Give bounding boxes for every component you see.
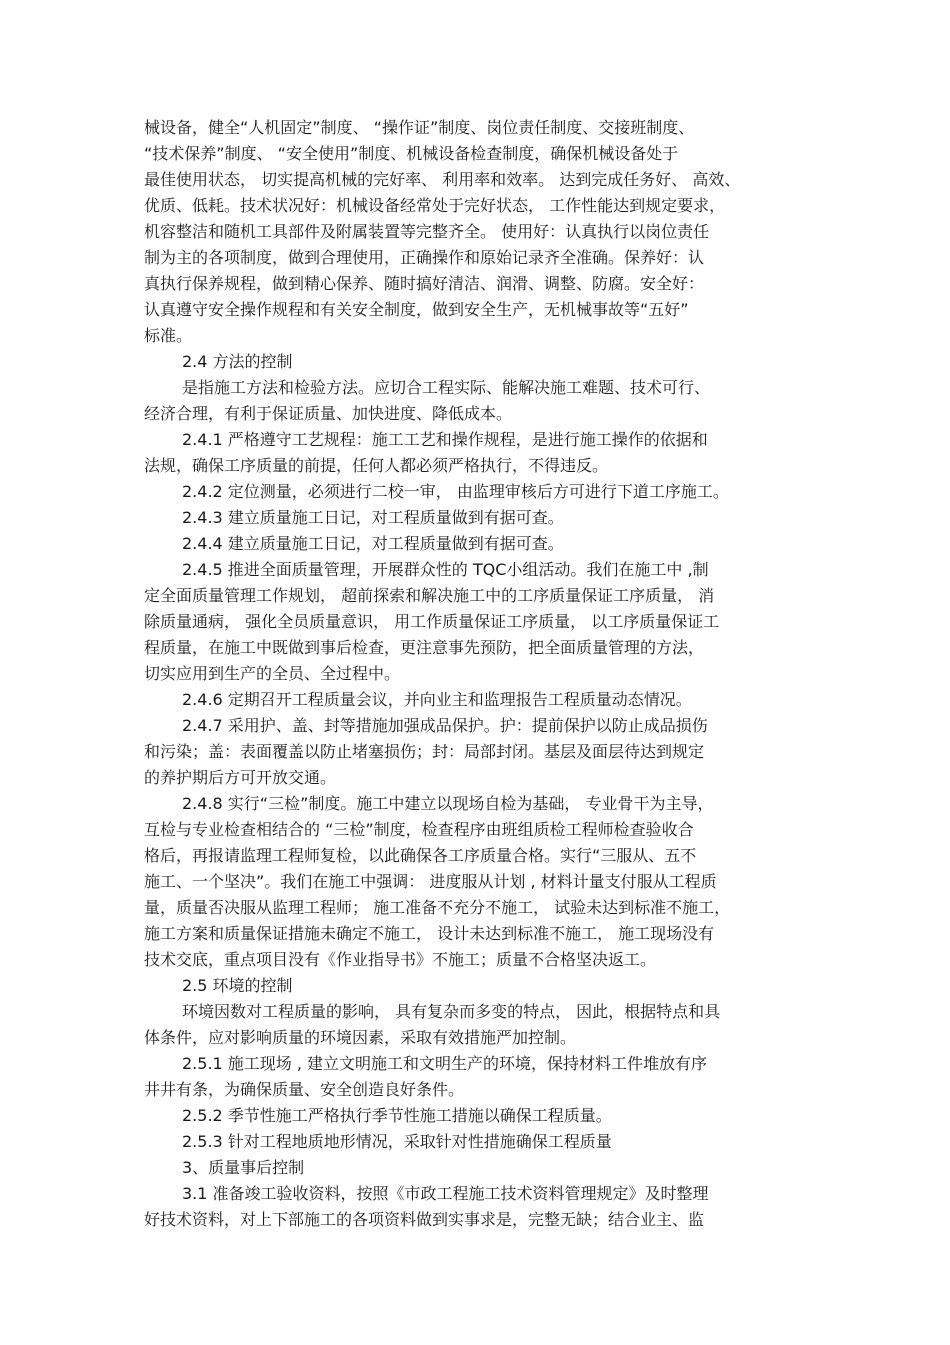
text-line: 2.4.1 严格遵守工艺规程：施工工艺和操作规程，是进行施工操作的依据和 [182,430,708,449]
text-line: 的养护期后方可开放交通。 [144,768,337,787]
text-line: 2.5.1 施工现场 , 建立文明施工和文明生产的环境，保持材料工件堆放有序 [182,1054,708,1073]
text-line: 2.4.2 定位测量，必须进行二校一审， 由监理审核后方可进行下道工序施工。 [182,482,729,501]
text-line: 2.4.6 定期召开工程质量会议，并向业主和监理报告工程质量动态情况。 [182,690,692,709]
text-line: 和污染；盖：表面覆盖以防止堵塞损伤；封：局部封闭。基层及面层待达到规定 [144,742,705,761]
text-line: 机容整洁和随机工具部件及附属装置等完整齐全。 使用好：认真执行以岗位责任 [144,222,710,241]
text-line: 2.4.3 建立质量施工日记，对工程质量做到有据可查。 [182,508,564,527]
text-line: 2.5.2 季节性施工严格执行季节性施工措施以确保工程质量。 [182,1106,612,1125]
text-line: 械设备，健全“人机固定”制度、 “操作证”制度、岗位责任制度、交接班制度、 [144,118,695,137]
text-line: 定全面质量管理工作规划， 超前探索和解决施工中的工序质量保证工序质量， 消 [144,586,715,605]
section-heading: 2.4 方法的控制 [182,352,293,371]
text-line: 优质、低耗。技术状况好：机械设备经常处于完好状态， 工作性能达到规定要求， [144,196,726,215]
text-line: 真执行保养规程，做到精心保养、随时搞好清洁、润滑、调整、防腐。安全好： [144,274,705,293]
section-heading: 3、质量事后控制 [182,1158,305,1177]
section-heading: 2.5 环境的控制 [182,976,293,995]
text-line: 2.4.4 建立质量施工日记，对工程质量做到有据可查。 [182,534,564,553]
text-line: 切实应用到生产的全员、全过程中。 [144,664,401,683]
text-line: 环境因数对工程质量的影响， 具有复杂而多变的特点， 因此，根据特点和具 [182,1002,721,1021]
text-line: 2.4.5 推进全面质量管理，开展群众性的 TQC小组活动。我们在施工中 ,制 [182,560,709,579]
text-line: 标准。 [144,326,193,345]
text-line: 除质量通病， 强化全员质量意识， 用工作质量保证工序质量， 以工序质量保证工 [144,612,720,631]
text-line: 程质量，在施工中既做到事后检查，更注意事先预防，把全面质量管理的方法， [144,638,705,657]
text-line: 量，质量否决服从监理工程师； 施工准备不充分不施工， 试验未达到标准不施工， [144,898,731,917]
text-line: 制为主的各项制度，做到合理使用，正确操作和原始记录齐全准确。保养好：认 [144,248,705,267]
text-line: 2.5.3 针对工程地质地形情况，采取针对性措施确保工程质量 [182,1132,612,1151]
text-line: 好技术资料，对上下部施工的各项资料做到实事求是，完整无缺；结合业主、监 [144,1210,705,1229]
text-line: 施工方案和质量保证措施未确定不施工， 设计未达到标准不施工， 施工现场没有 [144,924,715,943]
text-line: 施工、一个坚决”。我们在施工中强调： 进度服从计划 , 材料计量支付服从工程质 [144,872,717,891]
text-line: 法规，确保工序质量的前提，任何人都必须严格执行，不得违反。 [144,456,609,475]
text-line: “技术保养”制度、 “安全使用”制度、机械设备检查制度，确保机械设备处于 [144,144,679,163]
text-line: 技术交底，重点项目没有《作业指导书》不施工；质量不合格坚决返工。 [144,950,657,969]
text-line: 体条件，应对影响质量的环境因素，采取有效措施严加控制。 [144,1028,577,1047]
text-line: 井井有条，为确保质量、安全创造良好条件。 [144,1080,465,1099]
text-line: 是指施工方法和检验方法。应切合工程实际、能解决施工难题、技术可行、 [182,378,711,397]
text-line: 互检与专业检查相结合的 “三检”制度，检查程序由班组质检工程师检查验收合 [144,820,694,839]
text-line: 2.4.7 采用护、盖、封等措施加强成品保护。护：提前保护以防止成品损伤 [182,716,708,735]
text-line: 3.1 准备竣工验收资料，按照《市政工程施工技术资料管理规定》及时整理 [182,1184,709,1203]
text-line: 经济合理，有利于保证质量、加快进度、降低成本。 [144,404,513,423]
text-line: 2.4.8 实行“三检”制度。施工中建立以现场自检为基础， 专业骨干为主导， [182,794,714,813]
text-line: 最佳使用状态， 切实提高机械的完好率、 利用率和效率。 达到完成任务好、 高效、 [144,170,741,189]
text-line: 认真遵守安全操作规程和有关安全制度，做到安全生产，无机械事故等“五好” [144,300,689,319]
text-line: 格后，再报请监理工程师复检，以此确保各工序质量合格。实行“三服从、五不 [144,846,697,865]
